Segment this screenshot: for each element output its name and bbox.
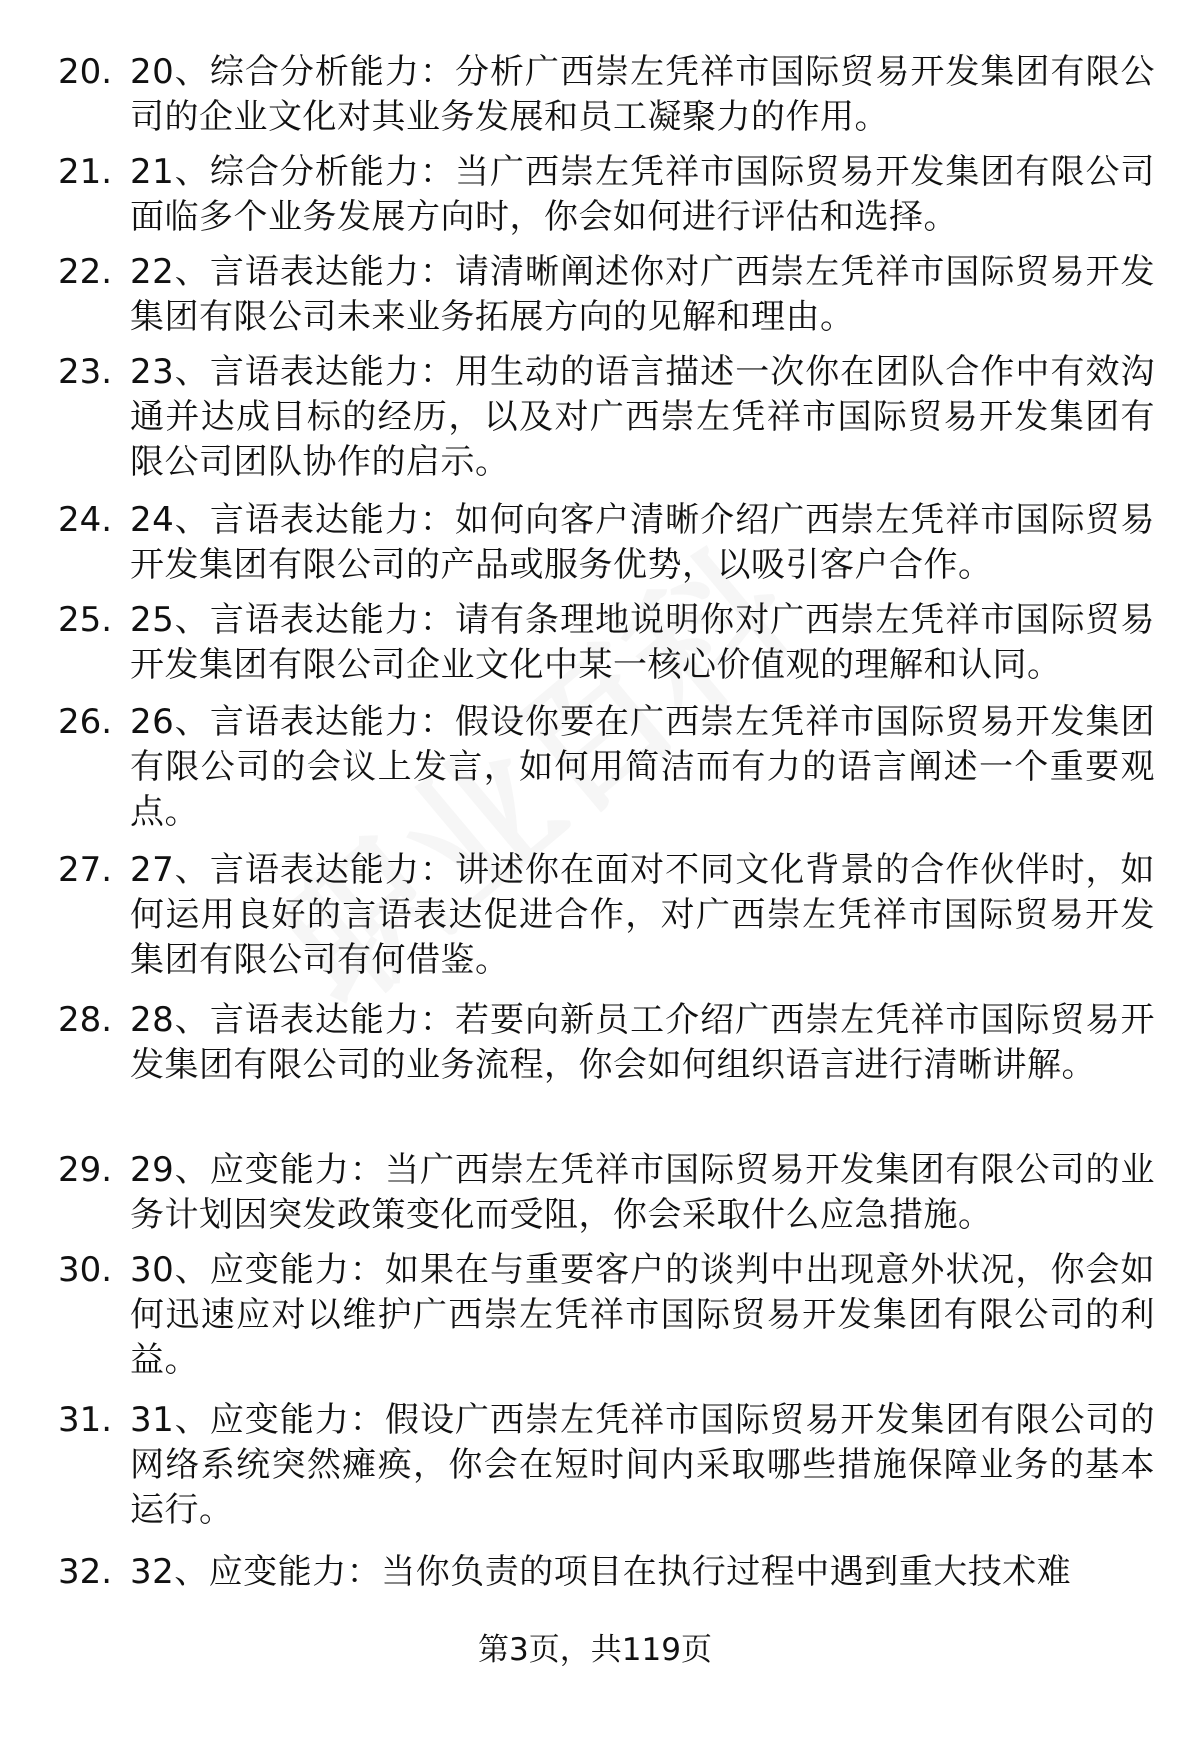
question-number: 21.	[58, 152, 113, 192]
question-number: 32.	[58, 1552, 113, 1592]
question-text: 32、应变能力：当你负责的项目在执行过程中遇到重大技术难	[130, 1552, 1072, 1592]
question-number: 24.	[58, 500, 113, 540]
question-number: 29.	[58, 1150, 113, 1190]
question-number: 22.	[58, 252, 113, 292]
question-number: 28.	[58, 1000, 113, 1040]
question-number: 27.	[58, 850, 113, 890]
question-text: 24、言语表达能力：如何向客户清晰介绍广西崇左凭祥市国际贸易开发集团有限公司的产品或服务优势，以吸引客户合作。	[130, 500, 1155, 585]
question-text: 22、言语表达能力：请清晰阐述你对广西崇左凭祥市国际贸易开发集团有限公司未来业务拓展方向的见解和理由。	[130, 252, 1155, 337]
question-text: 21、综合分析能力：当广西崇左凭祥市国际贸易开发集团有限公司面临多个业务发展方向时，你会如何进行评估和选择。	[130, 152, 1155, 237]
question-number: 20.	[58, 52, 113, 92]
question-text: 25、言语表达能力：请有条理地说明你对广西崇左凭祥市国际贸易开发集团有限公司企业文化中某一核心价值观的理解和认同。	[130, 600, 1155, 685]
question-text: 28、言语表达能力：若要向新员工介绍广西崇左凭祥市国际贸易开发集团有限公司的业务流程，你会如何组织语言进行清晰讲解。	[130, 1000, 1155, 1085]
question-text: 27、言语表达能力：讲述你在面对不同文化背景的合作伙伴时，如何运用良好的言语表达促进合作，对广西崇左凭祥市国际贸易开发集团有限公司有何借鉴。	[130, 850, 1155, 980]
question-number: 31.	[58, 1400, 113, 1440]
question-text: 20、综合分析能力：分析广西崇左凭祥市国际贸易开发集团有限公司的企业文化对其业务发展和员工凝聚力的作用。	[130, 52, 1155, 137]
page-footer: 第3页，共119页	[478, 1632, 712, 1668]
question-number: 23.	[58, 352, 113, 392]
question-text: 29、应变能力：当广西崇左凭祥市国际贸易开发集团有限公司的业务计划因突发政策变化而受阻，你会采取什么应急措施。	[130, 1150, 1155, 1235]
question-text: 30、应变能力：如果在与重要客户的谈判中出现意外状况，你会如何迅速应对以维护广西崇左凭祥市国际贸易开发集团有限公司的利益。	[130, 1250, 1155, 1380]
question-text: 23、言语表达能力：用生动的语言描述一次你在团队合作中有效沟通并达成目标的经历，以及对广西崇左凭祥市国际贸易开发集团有限公司团队协作的启示。	[130, 352, 1155, 482]
question-number: 25.	[58, 600, 113, 640]
question-text: 31、应变能力：假设广西崇左凭祥市国际贸易开发集团有限公司的网络系统突然瘫痪，你会在短时间内采取哪些措施保障业务的基本运行。	[130, 1400, 1155, 1530]
question-text: 26、言语表达能力：假设你要在广西崇左凭祥市国际贸易开发集团有限公司的会议上发言，如何用简洁而有力的语言阐述一个重要观点。	[130, 702, 1155, 832]
question-number: 26.	[58, 702, 113, 742]
question-number: 30.	[58, 1250, 113, 1290]
